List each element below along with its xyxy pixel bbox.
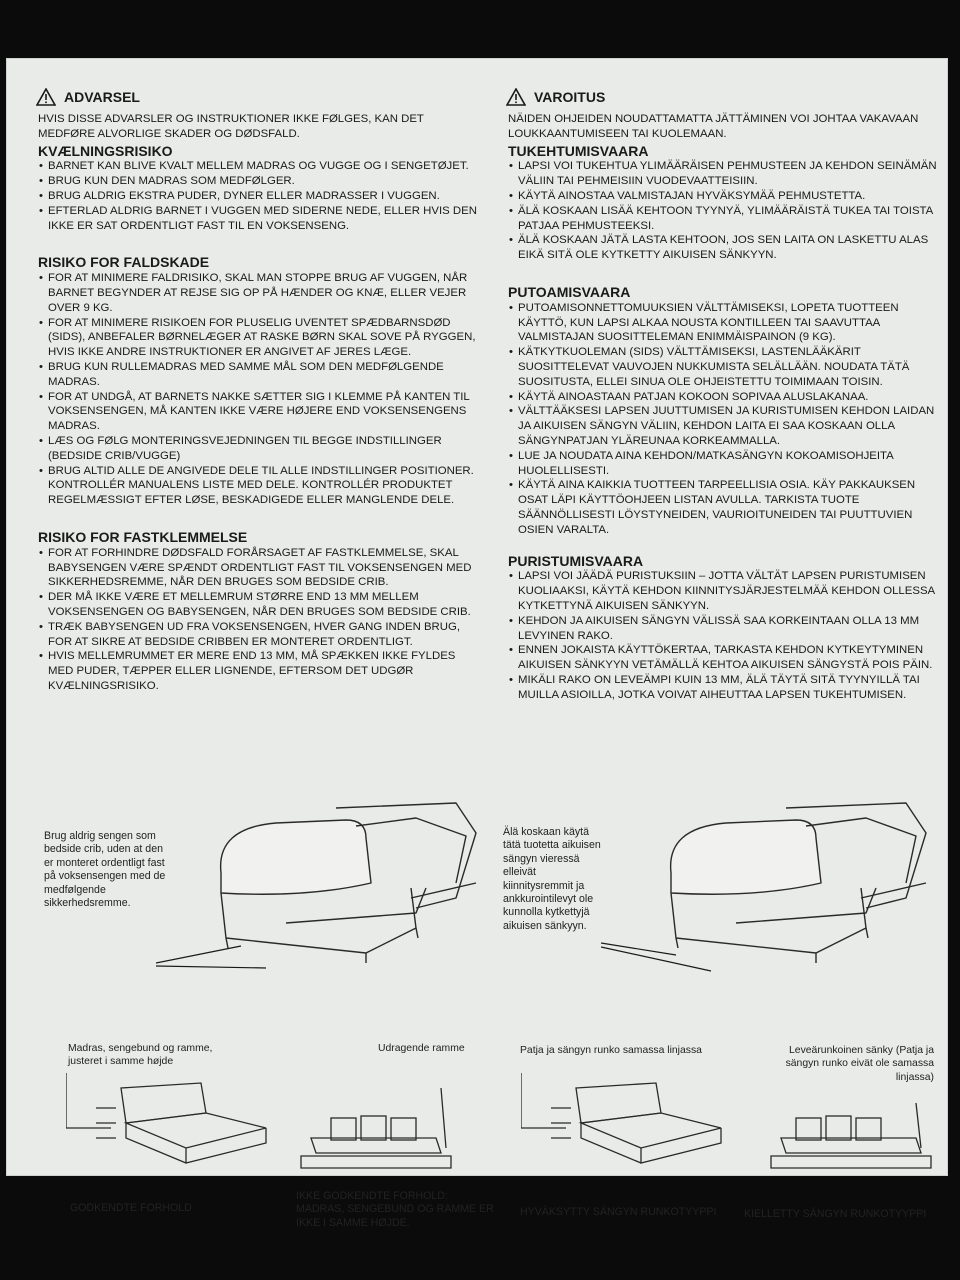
danish-section-list xyxy=(38,546,478,694)
list-item: • ÄLÄ KOSKAAN JÄTÄ LASTA KEHTOON, JOS SEN LAITA ON LASKETTU ALAS EIKÄ SITÄ OLE KYTKETTY AIKUISEN SÄNKYYN. xyxy=(508,233,938,263)
list-item: • FOR AT UNDGÅ, AT BARNETS NAKKE SÆTTER SIG I KLEMME PÅ KANTEN TIL VOKSENSENGEN, MÅ KANTEN IKKE VÆRE HØJERE END VOKSENSENGENS MADRAS. xyxy=(38,390,478,434)
list-item: • BRUG KUN RULLEMADRAS MED SAMME MÅL SOM DEN MEDFØLGENDE MADRAS. xyxy=(38,360,478,390)
protruding-frame-diagram-da xyxy=(291,1078,461,1188)
list-item: • BARNET KAN BLIVE KVALT MELLEM MADRAS OG VUGGE OG I SENGETØJET. xyxy=(38,159,478,174)
danish-warning-heading xyxy=(36,88,478,106)
finnish-not-approved-caption: KIELLETTY SÄNGYN RUNKOTYYPPI xyxy=(744,1208,927,1220)
danish-section-title: KVÆLNINGSRISIKO xyxy=(38,142,173,159)
danish-approved-caption: GODKENDTE FORHOLD xyxy=(70,1202,192,1214)
finnish-warning-intro: NÄIDEN OHJEIDEN NOUDATTAMATTA JÄTTÄMINEN VOI JOHTAA VAKAVAAN LOUKKAANTUMISEEN TAI KUOLEMAAN. xyxy=(508,113,919,140)
list-item: • VÄLTTÄÄKSESI LAPSEN JUUTTUMISEN JA KURISTUMISEN KEHDON LAIDAN JA AIKUISEN SÄNGYN VÄLIIN, KEHDON LAITA EI SAA KOSKAAN OLLA SÄNGYNPATJAN YLÄREUNAA KORKEAMMALLA. xyxy=(508,404,938,448)
list-item: • LAPSI VOI TUKEHTUA YLIMÄÄRÄISEN PEHMUSTEEN JA KEHDON SEINÄMÄN VÄLIIN TAI PEHMEISIIN VUODEVAATTEISIIN. xyxy=(508,159,938,189)
pointer-arrows-fi xyxy=(601,933,741,983)
danish-section-list xyxy=(38,271,478,508)
list-item: • ÄLÄ KOSKAAN LISÄÄ KEHTOON TYYNYÄ, YLIMÄÄRÄISTÄ TUKEA TAI TOISTA PATJAA PEHMUSTEEKSI. xyxy=(508,204,938,234)
list-item: • LUE JA NOUDATA AINA KEHDON/MATKASÄNGYN KOKOAMISOHJEITA HUOLELLISESTI. xyxy=(508,449,938,479)
finnish-strap-note: Älä koskaan käytä tätä tuotetta aikuisen sängyn vieressä elleivät kiinnitysremmit ja ankkurointilevyt ole kunnolla kytkettyjä aikuisen sänkyyn. xyxy=(503,826,601,932)
wide-frame-diagram-fi xyxy=(766,1098,936,1188)
list-item: • ENNEN JOKAISTA KÄYTTÖKERTAA, TARKASTA KEHDON KYTKEYTYMINEN AIKUISEN SÄNKYYN VETÄMÄLLÄ KEHTOA AIKUISEN SÄNGYSTÄ POIS PÄIN. xyxy=(508,643,938,673)
pointer-arrows-da xyxy=(156,928,306,988)
list-item: • KÄYTÄ AINA KAIKKIA TUOTTEEN TARPEELLISIA OSIA. KÄY PAKKAUKSEN OSAT LÄPI KÄYTTÖOHJEEN LISTAN AVULLA. TARKISTA TUOTE SÄÄNNÖLLISESTI LÖYSTYNEIDEN, VAURIOITUNEIDEN TAI PUUTTUVIEN OSIEN VARALTA. xyxy=(508,478,938,537)
finnish-section-title: TUKEHTUMISVAARA xyxy=(508,142,649,159)
list-item: • PUTOAMISONNETTOMUUKSIEN VÄLTTÄMISEKSI, LOPETA TUOTTEEN KÄYTTÖ, KUN LAPSI ALKAA NOUSTA KONTILLEEN TAI SAAVUTTAA VALMISTAJAN SUOSITTELEMAN ENIMMÄISPAINON (9 KG). xyxy=(508,301,938,345)
finnish-section-list xyxy=(508,159,938,263)
list-item: • KÄYTÄ AINOASTAAN PATJAN KOKOON SOPIVAA ALUSLAKANAA. xyxy=(508,390,938,405)
danish-warning-title: ADVARSEL xyxy=(64,88,140,105)
list-item: • LÆS OG FØLG MONTERINGSVEJEDNINGEN TIL BEGGE INDSTILLINGER (BEDSIDE CRIB/VUGGE) xyxy=(38,434,478,464)
list-item: • BRUG ALTID ALLE DE ANGIVEDE DELE TIL ALLE INDSTILLINGER POSITIONER. KONTROLLÉR MANUALENS LISTE MED DELE. KONTROLLÉR PRODUKTET REGELMÆSSIGT EFTER LØSE, BESKADIGEDE ELLER MANGLENDE DELE. xyxy=(38,464,478,508)
illustration-area xyxy=(6,778,948,1229)
list-item: • HVIS MELLEMRUMMET ER MERE END 13 MM, MÅ SPÆKKEN IKKE FYLDES MED PUDER, TÆPPER ELLER LIGNENDE, EFTERSOM DET UDGØR KVÆLNINGSRISIKO. xyxy=(38,649,478,693)
danish-strap-note: Brug aldrig sengen som bedside crib, uden at den er monteret ordentligt fast på voksensengen med de medfølgende sikkerhedsremme. xyxy=(44,830,166,910)
list-item: • EFTERLAD ALDRIG BARNET I VUGGEN MED SIDERNE NEDE, ELLER HVIS DEN IKKE ER SAT ORDENTLIGT FAST TIL EN VOKSENSENG. xyxy=(38,204,478,234)
finnish-approved-caption: HYVÄKSYTTY SÄNGYN RUNKOTYYPPI xyxy=(520,1206,717,1218)
list-item: • FOR AT FORHINDRE DØDSFALD FORÅRSAGET AF FASTKLEMMELSE, SKAL BABYSENGEN VÆRE SPÆNDT ORDENTLIGT FAST TIL VOKSENSENGEN MED SIKKERHEDSREMME, NÅR DEN BRUGES SOM BEDSIDE CRIB. xyxy=(38,546,478,590)
danish-section-list xyxy=(38,159,478,233)
list-item: • LAPSI VOI JÄÄDÄ PURISTUKSIIN – JOTTA VÄLTÄT LAPSEN PURISTUMISEN KUOLIAAKSI, KÄYTÄ KEHDON KIINNITYSJÄRJESTELMÄÄ KEHDON OLLESSA KYTKETTYNÄ AIKUISEN SÄNKYYN. xyxy=(508,569,938,613)
instruction-sheet xyxy=(6,58,948,1229)
warning-triangle-icon xyxy=(36,88,56,106)
list-item: • TRÆK BABYSENGEN UD FRA VOKSENSENGEN, HVER GANG INDEN BRUG, FOR AT SIKRE AT BEDSIDE CRIBBEN ER MONTERET ORDENTLIGT. xyxy=(38,620,478,650)
list-item: • MIKÄLI RAKO ON LEVEÄMPI KUIN 13 MM, ÄLÄ TÄYTÄ SITÄ TYYNYILLÄ TAI MUILLA ASIOILLA, JOTKA VOIVAT AIHEUTTAA LAPSEN TUKEHTUMISEN. xyxy=(508,673,938,703)
danish-protruding-label: Udragende ramme xyxy=(378,1043,465,1054)
list-item: • KEHDON JA AIKUISEN SÄNGYN VÄLISSÄ SAA KORKEINTAAN OLLA 13 MM LEVYINEN RAKO. xyxy=(508,614,938,644)
danish-section-title: RISIKO FOR FASTKLEMMELSE xyxy=(38,528,248,545)
list-item: • BRUG ALDRIG EKSTRA PUDER, DYNER ELLER MADRASSER I VUGGEN. xyxy=(38,189,478,204)
approved-bed-diagram-da xyxy=(66,1068,276,1188)
finnish-section-list xyxy=(508,301,938,538)
list-item: • KÄYTÄ AINOSTAA VALMISTAJAN HYVÄKSYMÄÄ PEHMUSTETTA. xyxy=(508,189,938,204)
approved-bed-diagram-fi xyxy=(521,1068,731,1188)
finnish-section-title: PURISTUMISVAARA xyxy=(508,552,644,569)
danish-column xyxy=(38,88,478,694)
list-item: • BRUG KUN DEN MADRAS SOM MEDFØLGER. xyxy=(38,174,478,189)
danish-warning-intro: HVIS DISSE ADVARSLER OG INSTRUKTIONER IKKE FØLGES, KAN DET MEDFØRE ALVORLIGE SKADER OG DØDSFALD. xyxy=(38,113,424,140)
finnish-wide-frame-label: Leveärunkoinen sänky (Patja ja sängyn runko eivät ole samassa linjassa) xyxy=(785,1045,934,1083)
list-item: • FOR AT MINIMERE FALDRISIKO, SKAL MAN STOPPE BRUG AF VUGGEN, NÅR BARNET BEGYNDER AT REJSE SIG OP PÅ HÆNDER OG KNÆ, ELLER VEJER OVER 9 KG. xyxy=(38,271,478,315)
danish-section-title: RISIKO FOR FALDSKADE xyxy=(38,254,210,271)
finnish-warning-heading xyxy=(506,88,938,106)
finnish-column xyxy=(508,88,938,702)
list-item: • DER MÅ IKKE VÆRE ET MELLEMRUM STØRRE END 13 MM MELLEM VOKSENSENGEN OG BABYSENGEN, NÅR DEN BRUGES SOM BEDSIDE CRIB. xyxy=(38,590,478,620)
finnish-section-title: PUTOAMISVAARA xyxy=(508,283,631,300)
danish-aligned-label: Madras, sengebund og ramme, justeret i samme højde xyxy=(68,1043,213,1068)
list-item: • KÄTKYTKUOLEMAN (SIDS) VÄLTTÄMISEKSI, LASTENLÄÄKÄRIT SUOSITTELEVAT VAUVOJEN NUKKUMISTA SELÄLLÄÄN. NOUDATA TÄTÄ SUOSITUSTA, ELLEI SINUA OLE OHJEISTETTU TOIMIMAAN TOISIN. xyxy=(508,345,938,389)
list-item: • FOR AT MINIMERE RISIKOEN FOR PLUSELIG UVENTET SPÆDBARNSDØD (SIDS), ANBEFALER BØRNELÆGER AT RASKE BØRN SKAL SOVE PÅ RYGGEN, HVIS IKKE ANDRE INSTRUKTIONER ER ANGIVET AF JERES LÆGE. xyxy=(38,316,478,360)
warning-triangle-icon xyxy=(506,88,526,106)
danish-not-approved-caption: IKKE GODKENDTE FORHOLD: MADRAS, SENGEBUND OG RAMME ER IKKE I SAMME HØJDE. xyxy=(296,1190,494,1229)
finnish-section-list xyxy=(508,569,938,702)
finnish-aligned-label: Patja ja sängyn runko samassa linjassa xyxy=(520,1045,702,1056)
finnish-warning-title: VAROITUS xyxy=(534,88,606,105)
